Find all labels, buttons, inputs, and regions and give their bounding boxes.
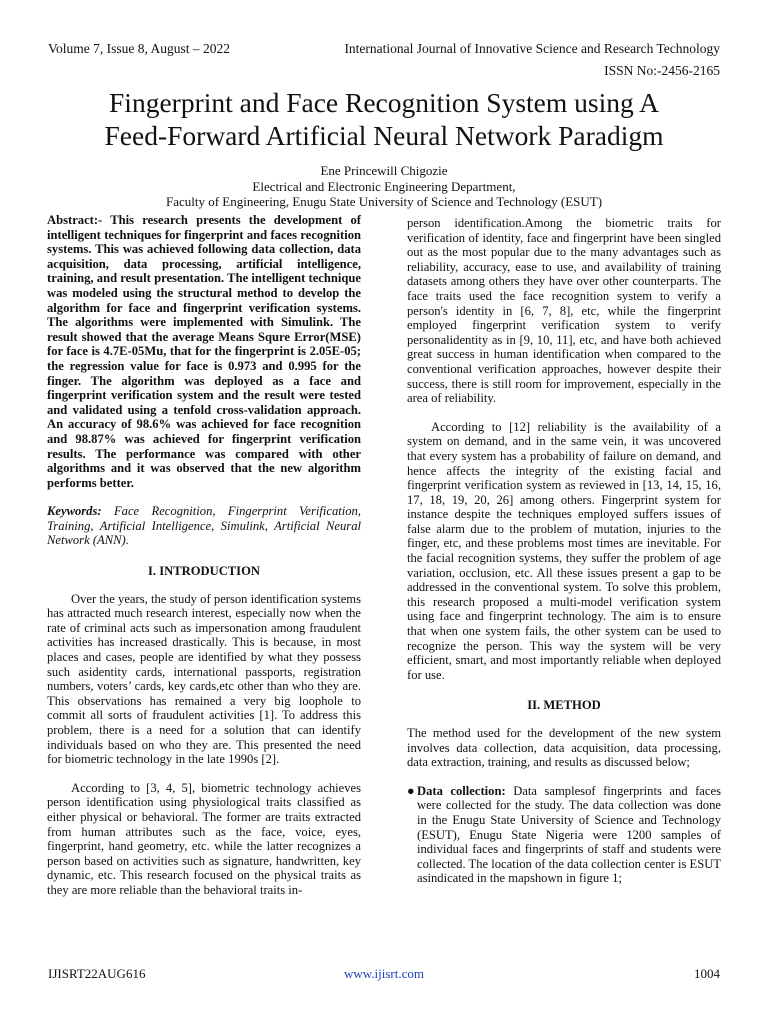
abstract-heading: Abstract:-	[47, 213, 103, 227]
header-volume: Volume 7, Issue 8, August – 2022	[48, 41, 231, 56]
bullet-heading: Data collection:	[417, 783, 506, 798]
keywords	[47, 504, 361, 548]
title-line-1: Fingerprint and Face Recognition System using A	[109, 87, 659, 118]
author-affiliation: Faculty of Engineering, Enugu State University of Science and Technology (ESUT)	[165, 194, 603, 209]
intro-paragraph-3: person identification.Among the biometric traits for verification of identity, face and fingerprint have been singled out as the most popular due to the many advantages such as reliability, accuracy, ease to use, and availability of training datasets among others they have over other counterparts. The face traits used the face recognition system to verify a person's identity in [6, 7, 8], etc, while the fingerprint employed fingerprint verification system to verify personalidentity as in [9, 10, 11], etc, and have both achieved great success in human identification when compared to the conventional verification approaches, however despite their success, there is still room for improvement, especially in the area of reliability.	[407, 216, 721, 406]
keywords-heading: Keywords:	[47, 504, 102, 519]
author-name: Ene Princewill Chigozie	[320, 163, 448, 178]
footer-page-number: 1004	[694, 966, 720, 981]
right-column	[407, 216, 721, 886]
abstract-text: This research presents the development of intelligent techniques for fingerprint and faces recognition systems. This was achieved following data collection, data acquisition, data processing, artificial intelligence, training, and result presentation. The intelligent technique was modeled using the structural method to develop the algorithm for face and fingerprint verification systems. The algorithms were implemented with Simulink. The result showed that the average Means Squre Error(MSE) for face is 4.7E-05Mu, that for the fingerprint is 2.05E-05; the regression value for face is 0.973 and 0.995 for the finger. The algorithm was deployed as a face and fingerprint verification system and the result were tested and validated using a tenfold cross-validation approach. An accuracy of 98.6% was achieved for face recognition and 98.87% was achieved for fingerprint verification results. The performance was compared with other algorithms and it was observed that the new algorithm performs better.	[47, 213, 361, 490]
bullet-dot-icon: ●	[407, 783, 415, 798]
author-department: Electrical and Electronic Engineering Department,	[252, 178, 516, 194]
section-heading-method: II. METHOD	[527, 698, 601, 713]
title-line-2: Feed-Forward Artificial Neural Network Paradigm	[104, 120, 664, 151]
abstract	[47, 213, 361, 490]
paper-title	[40, 86, 728, 152]
list-item	[407, 784, 721, 886]
intro-paragraph-4: According to [12] reliability is the availability of a system on demand, and in the same vein, it was uncovered that every system has a probability of failure on demand, and hence affects the integrity of the existing facial and fingerprint verification system as reviewed in [13, 14, 15, 16, 17, 18, 19, 20, 26] among others. Fingerprint system for instance despite the techniques employed suffers issues of false alarm due to the problem of mutation, injuries to the finger, etc, and these problems most times are inevitable. For the facial recognition systems, they suffer the problem of age variation, occlusion, etc. All these issues present a gap to be addressed in the conventional system. To solve this problem, this research proposed a multi-model verification system using face and fingerprint technology. The aim is to ensure that when one system fails, the other system can be used to recognize the person. This way the system will be very efficient, smart, and most importantly reliable when deployed for use.	[407, 419, 721, 682]
keywords-text: Face Recognition, Fingerprint Verification, Training, Artificial Intelligence, Simulink, Artificial Neural Network (ANN).	[47, 504, 361, 548]
footer-code: IJISRT22AUG616	[48, 966, 146, 981]
method-bullet-list	[407, 784, 721, 886]
intro-paragraph-1: Over the years, the study of person identification systems has attracted much research interest, especially now when the rate of criminal acts such as impersonation among fraudulent activities has increased drastically. This is because, in most places and cases, people are identified by what they possess such asidentity cards, international passports, registration numbers, voters’ cards, key cards,etc other than who they are. This observations has remained a very big loophole to commit all sorts of fraudulent activities [1]. To address this problem, there is a need for a solution that can identify individuals based on who they are. This presented the need for biometric technology in the late 1990s [2].	[47, 591, 361, 767]
header-issn: ISSN No:-2456-2165	[604, 63, 720, 78]
left-column	[47, 213, 361, 898]
author-block	[40, 163, 728, 210]
bullet-text: Data samplesof fingerprints and faces were collected for the study. The data collection was done in the Enugu State University of Science and Technology (ESUT), Enugu State Nigeria were 1200 samples of individual faces and fingerprints of staff and students were collected. The location of the data collection center is ESUT asindicated in the mapshown in figure 1;	[417, 783, 722, 886]
section-heading-introduction: I. INTRODUCTION	[148, 564, 260, 579]
method-paragraph-1: The method used for the development of the new system involves data collection, data acquisition, data processing, data extraction, training, and results as discussed below;	[407, 726, 721, 770]
intro-paragraph-2: According to [3, 4, 5], biometric technology achieves person identification using physiological traits classified as either physical or behavioral. The former are traits extracted from human attributes such as the face, voice, eyes, fingerprint, hand geometry, etc. while the latter recognizes a person based on activities such as signature, handwritten, key dynamic, etc. This research focused on the physical traits as they are more reliable than the behavioral traits in-	[47, 780, 361, 897]
footer-url-link[interactable]: www.ijisrt.com	[343, 966, 425, 981]
header-journal: International Journal of Innovative Science and Research Technology	[344, 41, 720, 56]
footer-url-wrap	[0, 966, 768, 982]
